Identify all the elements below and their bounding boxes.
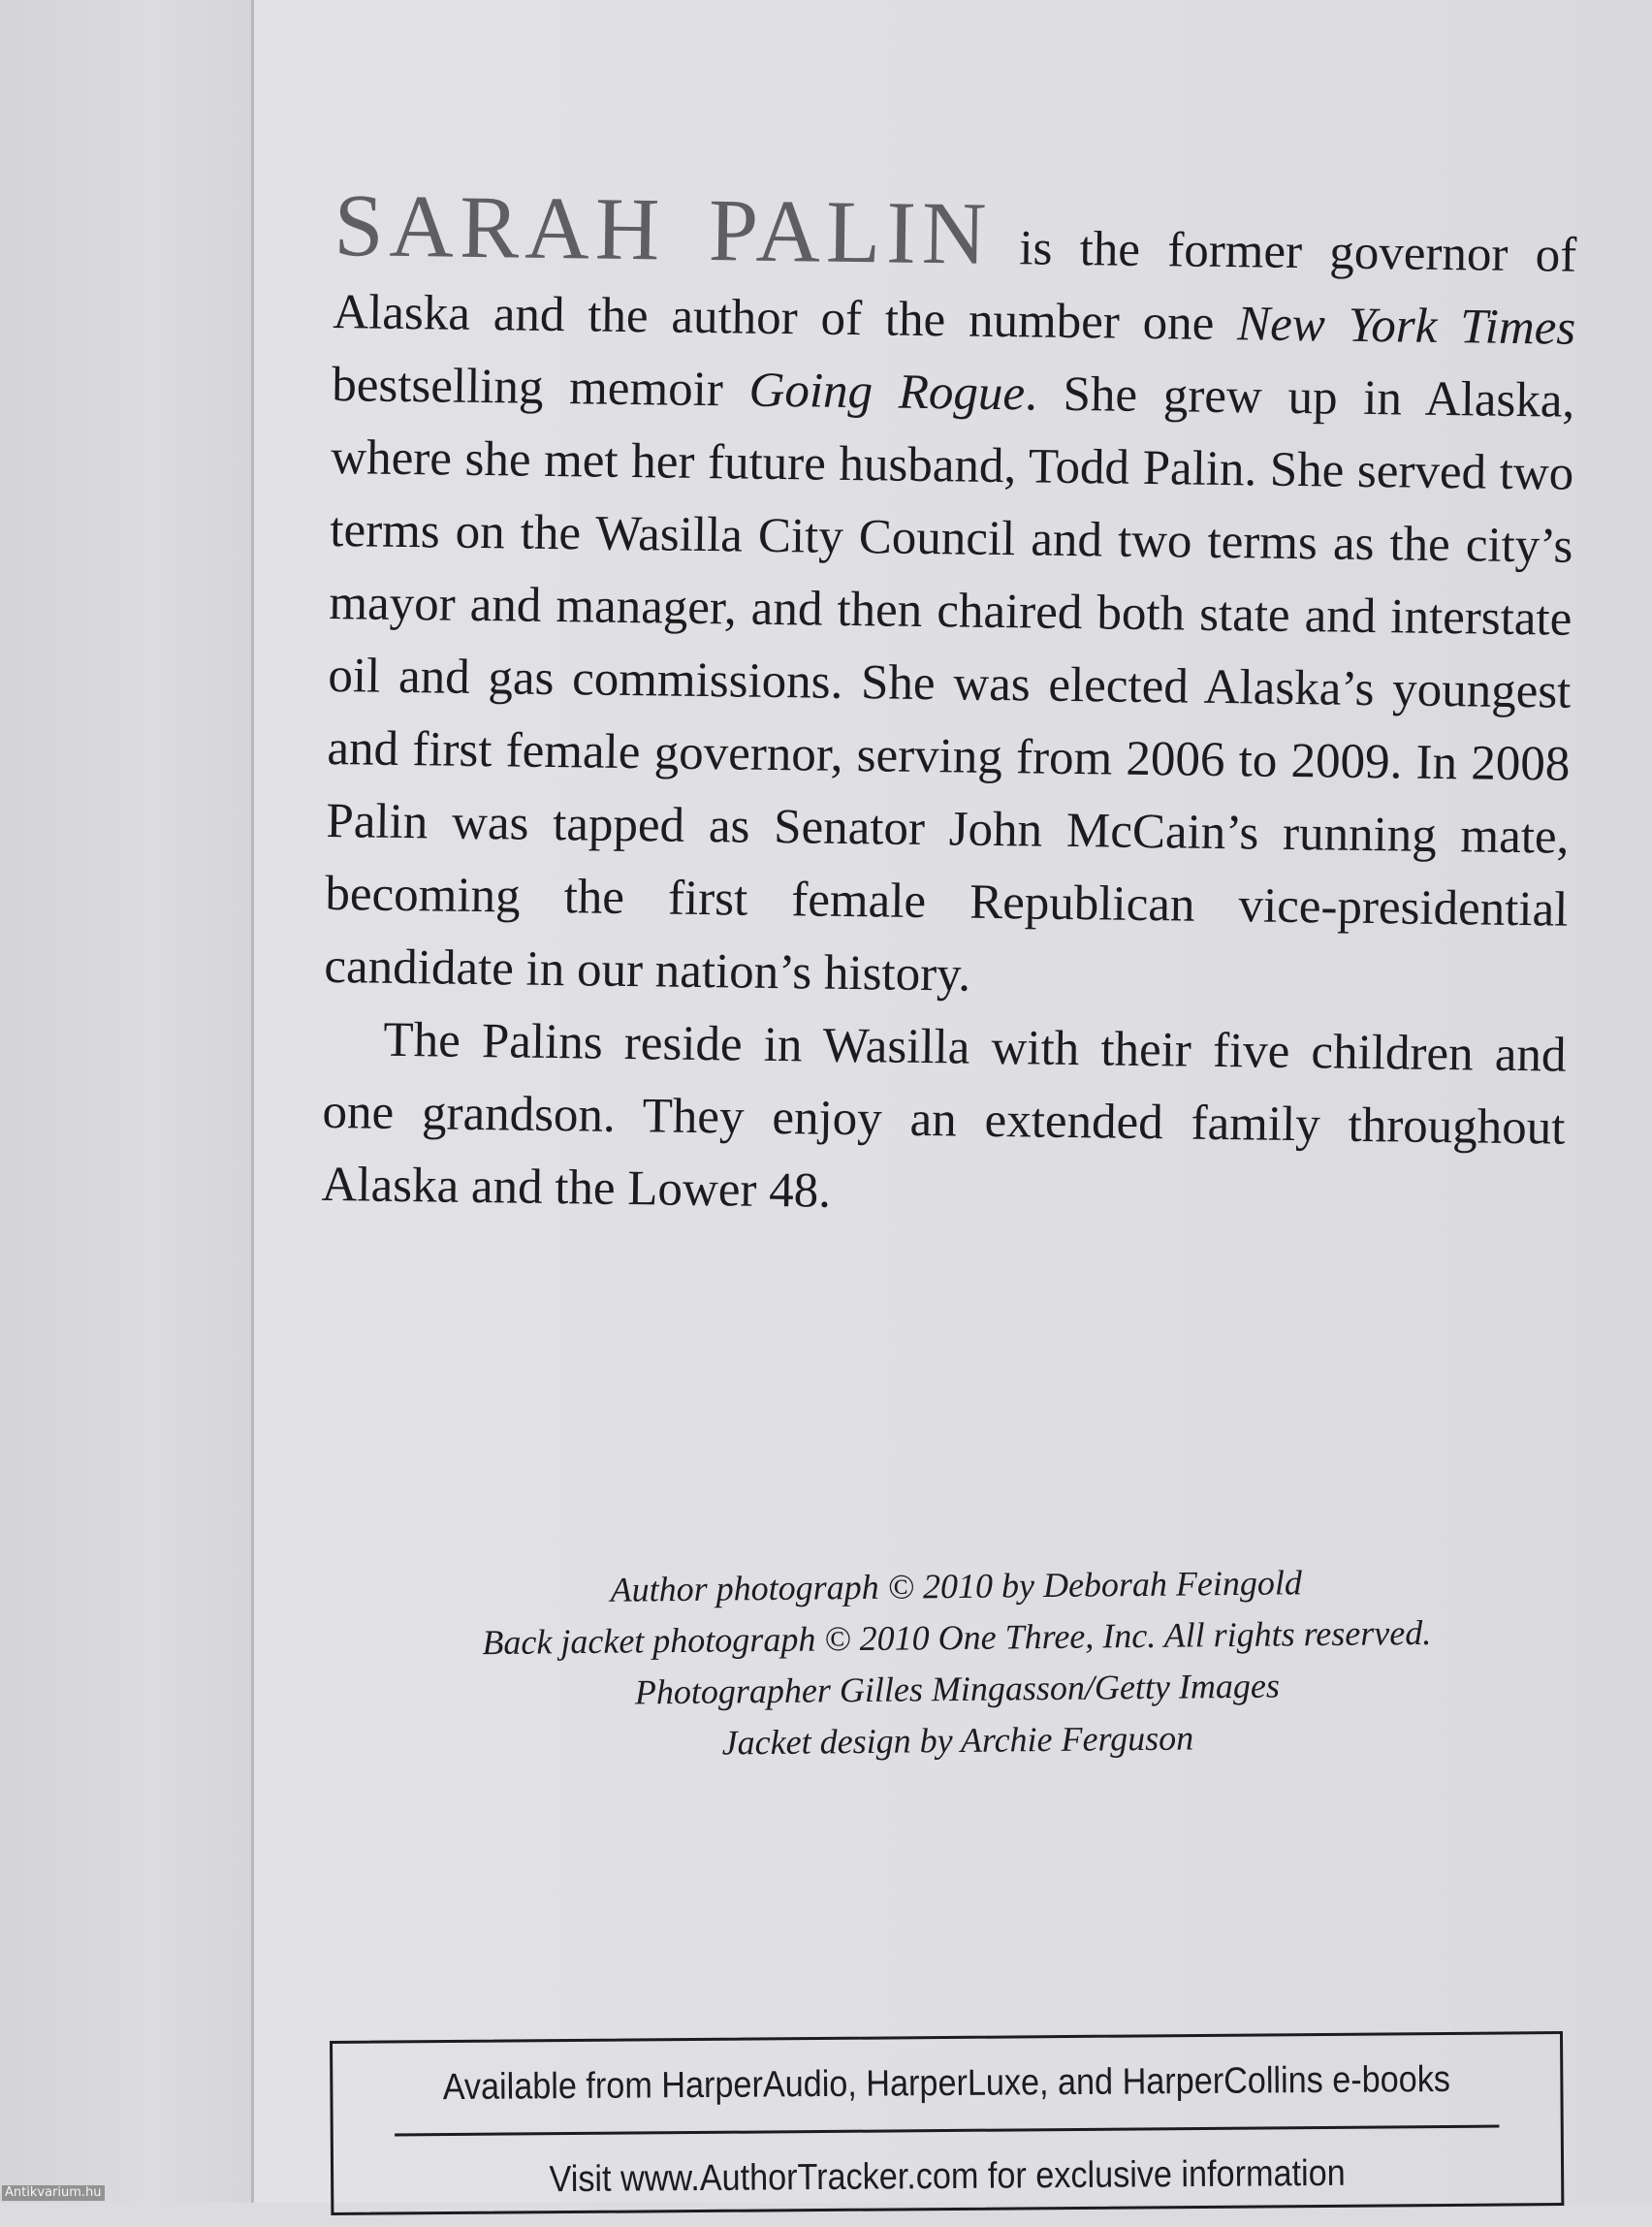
author-tracker-notice: Visit www.AuthorTracker.com for exclusive information (395, 2125, 1500, 2227)
bio-text-b: bestselling memoir (331, 357, 749, 418)
bio-text-a: is the former governor of Alaska and the author of the number one (332, 220, 1577, 352)
watermark: Antikvarium.hu (2, 2185, 105, 2201)
credit-line-jacket-design: Jacket design by Archie Ferguson (721, 1718, 1194, 1763)
author-bio (321, 175, 1577, 1238)
credit-line-photographer: Photographer Gilles Mingasson/Getty Images (634, 1666, 1281, 1712)
inside-flap-left (0, 0, 254, 2203)
photo-credits (334, 1554, 1579, 1772)
availability-box (330, 2031, 1564, 2215)
bio-text-c: . She grew up in Alaska, where she met her future husband, Todd Palin. She served two terms on the Wasilla City Council and two terms as the city’s mayor and manager, and then chaired both state and interstate oil and gas commissions. She was elected Alaska’s youngest and first female governor, serving from 2006 to 2009. In 2008 Palin was tapped as Senator John McCain’s running mate, becoming the first female Republican vice-presidential candidate in our nation’s history. (324, 366, 1575, 1002)
author-name: SARAH PALIN (333, 175, 993, 283)
newspaper-title: New York Times (1236, 297, 1576, 356)
bio-paragraph-1 (324, 175, 1577, 1020)
availability-formats: Available from HarperAudio, HarperLuxe, and HarperCollins e-books (442, 2058, 1451, 2109)
book-title: Going Rogue (748, 363, 1026, 422)
credit-line-author-photo: Author photograph © 2010 by Deborah Feingold (610, 1563, 1303, 1609)
credit-line-back-photo: Back jacket photograph © 2010 One Three, Inc. All rights reserved. (482, 1612, 1432, 1663)
bio-paragraph-2: The Palins reside in Wasilla with their five children and one grandson. They enjoy an extended family throughout Alaska and the Lower 48. (321, 1012, 1567, 1219)
